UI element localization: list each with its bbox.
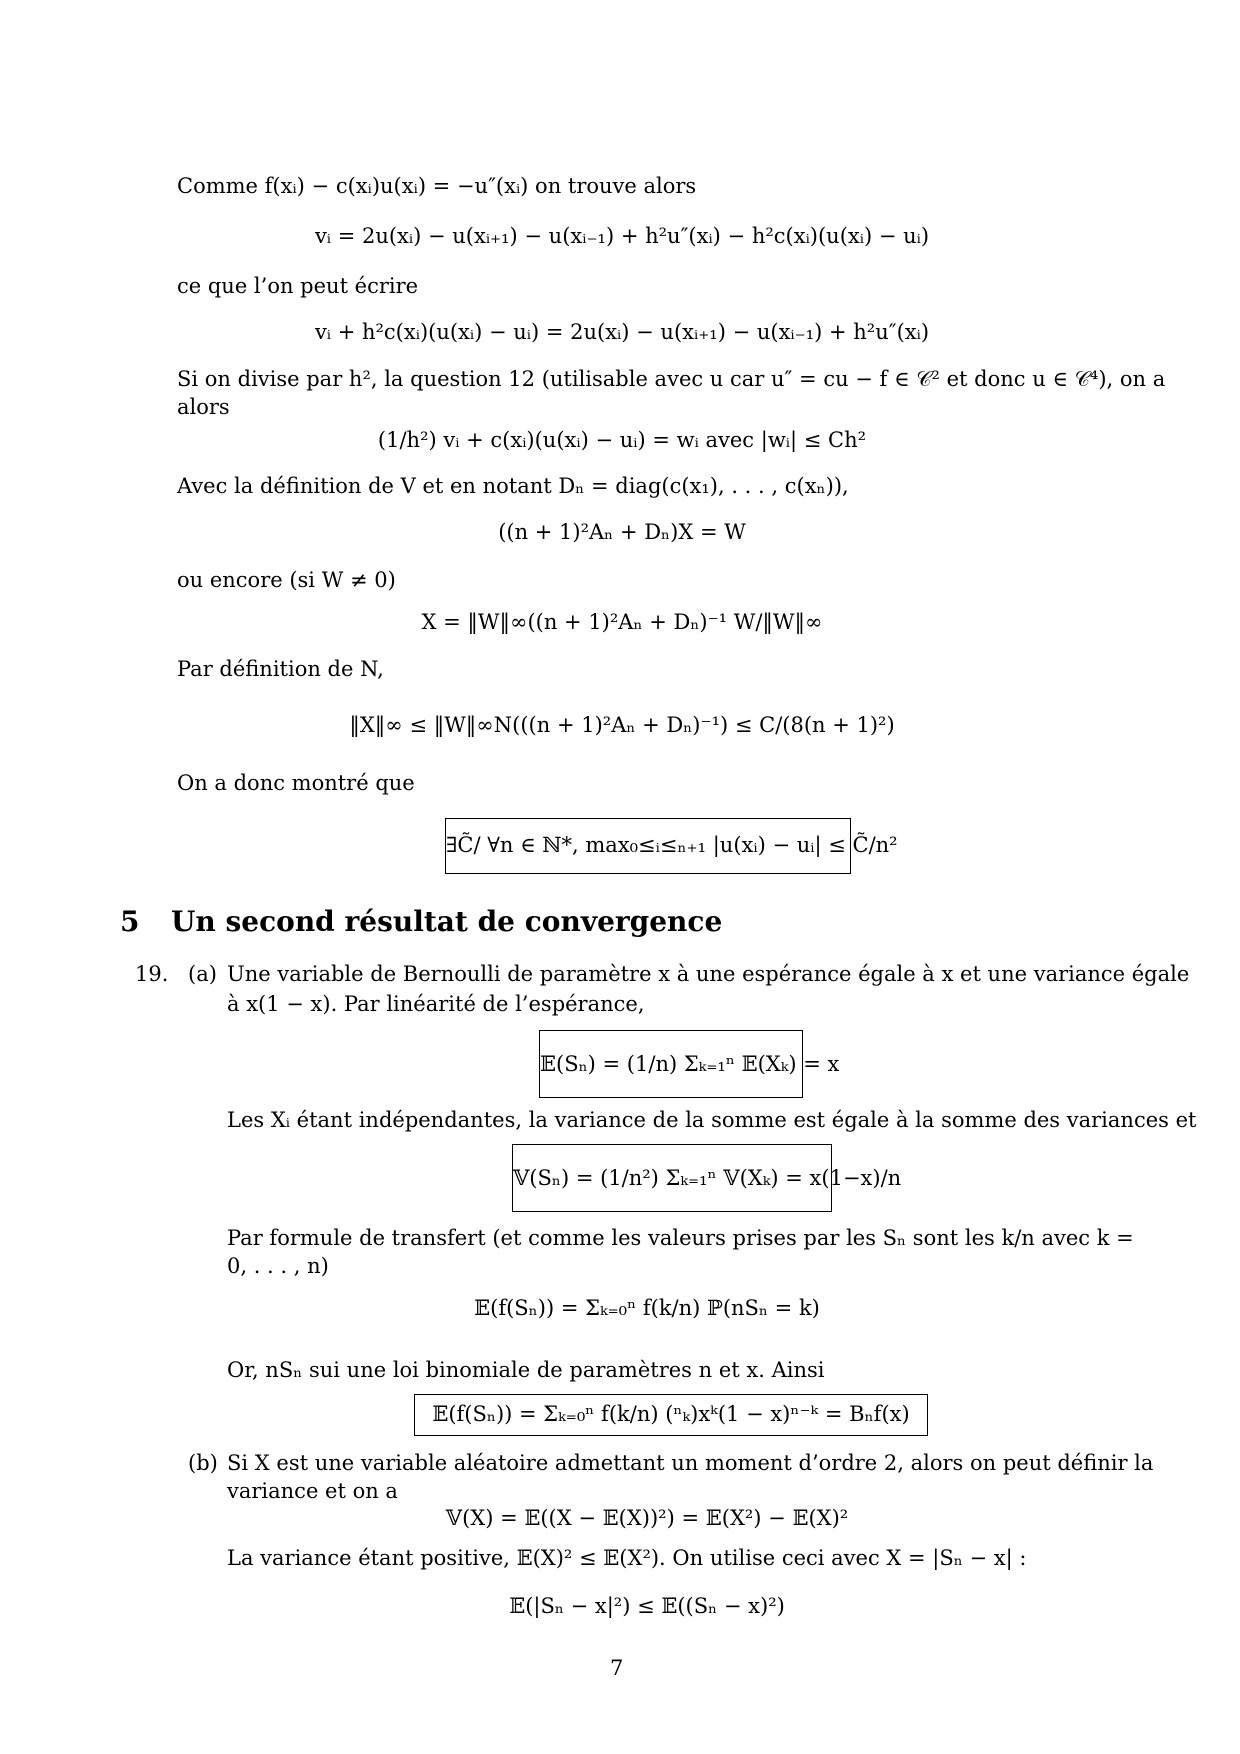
equation: 𝔼(f(Sₙ)) = Σₖ₌₀ⁿ f(k/n) ℙ(nSₙ = k) [474, 1296, 820, 1320]
text-line: Les Xᵢ étant indépendantes, la variance de la somme est égale à la somme des variances et [227, 1108, 1197, 1132]
boxed-result [539, 1030, 840, 1098]
section-title: Un second résultat de convergence [171, 905, 723, 938]
equation: 𝔼(|Sₙ − x|²) ≤ 𝔼((Sₙ − x)²) [509, 1594, 785, 1618]
text-line: ce que l’on peut écrire [177, 274, 419, 298]
equation: X = ‖W‖∞((n + 1)²Aₙ + Dₙ)⁻¹ W/‖W‖∞ [421, 610, 823, 634]
boxed-formula: 𝕍(Sₙ) = (1/n²) Σₖ₌₁ⁿ 𝕍(Xₖ) = x(1−x)/n [513, 1166, 902, 1190]
text-line: Comme f(xᵢ) − c(xᵢ)u(xᵢ) = −u″(xᵢ) on trouve alors [177, 174, 697, 198]
boxed-result [445, 818, 898, 874]
text-line: Si X est une variable aléatoire admettant un moment d’ordre 2, alors on peut définir la [227, 1451, 1154, 1475]
text-line: Avec la définition de V et en notant Dₙ = diag(c(x₁), . . . , c(xₙ)), [177, 474, 849, 498]
equation: 𝕍(X) = 𝔼((X − 𝔼(X))²) = 𝔼(X²) − 𝔼(X)² [445, 1506, 849, 1530]
text-line: alors [177, 395, 230, 419]
boxed-formula: ∃C̃/ ∀n ∈ ℕ*, max₀≤ᵢ≤ₙ₊₁ |u(xᵢ) − uᵢ| ≤ C̃/n² [446, 833, 898, 857]
subquestion-label: (b) [188, 1451, 218, 1475]
text-line: ou encore (si W ≠ 0) [177, 568, 396, 592]
text-line: à x(1 − x). Par linéarité de l’espérance, [227, 992, 645, 1016]
subquestion-label: (a) [188, 962, 217, 986]
text-line: Une variable de Bernoulli de paramètre x à une espérance égale à x et une variance égale [227, 962, 1190, 986]
page-number: 7 [610, 1656, 624, 1680]
text-line: La variance étant positive, 𝔼(X)² ≤ 𝔼(X²). On utilise ceci avec X = |Sₙ − x| : [227, 1546, 1027, 1570]
text-line: variance et on a [227, 1479, 398, 1503]
equation: ‖X‖∞ ≤ ‖W‖∞N(((n + 1)²Aₙ + Dₙ)⁻¹) ≤ C/(8(n + 1)²) [349, 713, 895, 737]
text-line: On a donc montré que [177, 771, 415, 795]
text-line: Or, nSₙ sui une loi binomiale de paramètres n et x. Ainsi [227, 1358, 825, 1382]
boxed-result [512, 1144, 902, 1212]
text-line: Par définition de N, [177, 657, 384, 681]
equation: vᵢ = 2u(xᵢ) − u(xᵢ₊₁) − u(xᵢ₋₁) + h²u″(xᵢ) − h²c(xᵢ)(u(xᵢ) − uᵢ) [314, 224, 930, 248]
boxed-formula: 𝔼(f(Sₙ)) = Σₖ₌₀ⁿ f(k/n) (ⁿₖ)xᵏ(1 − x)ⁿ⁻ᵏ = Bₙf(x) [432, 1402, 910, 1426]
equation: ((n + 1)²Aₙ + Dₙ)X = W [498, 520, 746, 544]
question-number: 19. [135, 962, 169, 986]
text-line: Si on divise par h², la question 12 (utilisable avec u car u″ = cu − f ∈ 𝒞² et donc u ∈ 𝒞⁴), on a [177, 367, 1166, 391]
text-line: 0, . . . , n) [227, 1254, 329, 1278]
boxed-result [414, 1394, 928, 1436]
text-line: Par formule de transfert (et comme les valeurs prises par les Sₙ sont les k/n avec k = [227, 1226, 1134, 1250]
boxed-formula: 𝔼(Sₙ) = (1/n) Σₖ₌₁ⁿ 𝔼(Xₖ) = x [540, 1052, 840, 1076]
equation: vᵢ + h²c(xᵢ)(u(xᵢ) − uᵢ) = 2u(xᵢ) − u(xᵢ₊₁) − u(xᵢ₋₁) + h²u″(xᵢ) [314, 320, 930, 344]
section-number: 5 [120, 905, 140, 938]
equation: (1/h²) vᵢ + c(xᵢ)(u(xᵢ) − uᵢ) = wᵢ avec |wᵢ| ≤ Ch² [377, 428, 867, 452]
